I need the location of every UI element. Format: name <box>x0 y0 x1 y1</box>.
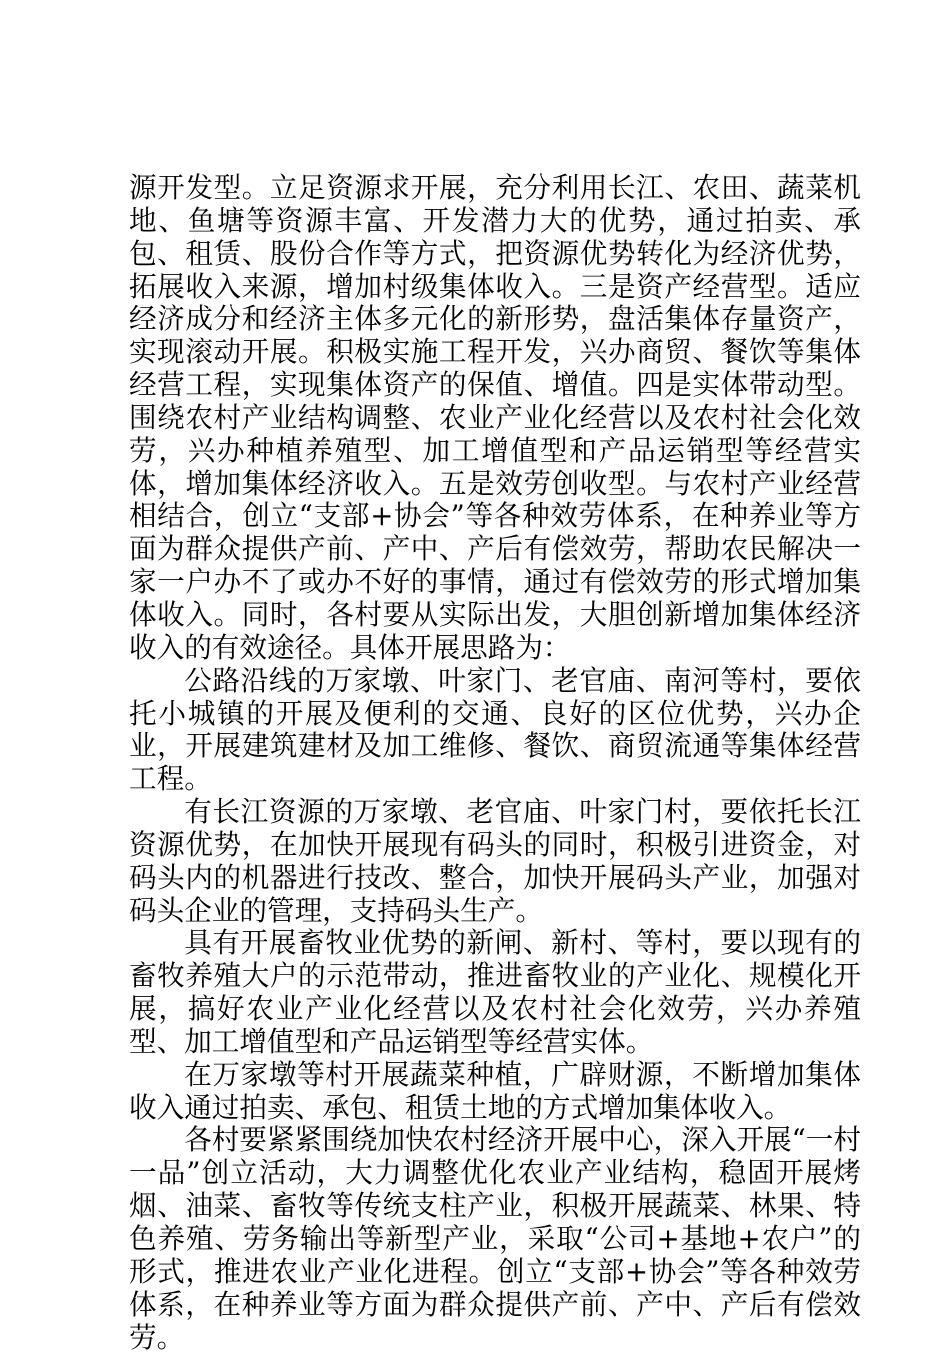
paragraph-yangtze-wharf: 有长江资源的万家墩、老官庙、叶家门村，要依托长江资源优势，在加快开展现有码头的同时，积极引进资金，对码头内的机器进行技改、整合，加快开展码头产业，加强对码头企业的管理，支持码头生产。 <box>129 795 861 927</box>
paragraph-vegetable-planting: 在万家墩等村开展蔬菜种植，广辟财源，不断增加集体收入通过拍卖、承包、租赁土地的方式增加集体收入。 <box>129 1057 861 1124</box>
paragraph-resource-development: 源开发型。立足资源求开展，充分利用长江、农田、蔬菜机地、鱼塘等资源丰富、开发潜力大的优势，通过拍卖、承包、租赁、股份合作等方式，把资源优势转化为经济优势，拓展收入来源，增加村级集体收入。三是资产经营型。适应经济成分和经济主体多元化的新形势，盘活集体存量资产，实现滚动开展。积极实施工程开发，兴办商贸、餐饮等集体经营工程，实现集体资产的保值、增值。四是实体带动型。围绕农村产业结构调整、农业产业化经营以及农村社会化效劳，兴办种植养殖型、加工增值型和产品运销型等经营实体，增加集体经济收入。五是效劳创收型。与农村产业经营相结合，创立“支部+协会”等各种效劳体系，在种养业等方面为群众提供产前、产中、产后有偿效劳，帮助农民解决一家一户办不了或办不好的事情，通过有偿效劳的形式增加集体收入。同时，各村要从实际出发，大胆创新增加集体经济收入的有效途径。具体开展思路为： <box>129 171 861 664</box>
paragraph-roadside-villages: 公路沿线的万家墩、叶家门、老官庙、南河等村，要依托小城镇的开展及便利的交通、良好的区位优势，兴办企业，开展建筑建材及加工维修、餐饮、商贸流通等集体经营工程。 <box>129 663 861 796</box>
paragraph-one-village-one-product: 各村要紧紧围绕加快农村经济开展中心，深入开展“一村一品”创立活动，大力调整优化农业产业结构，稳固开展烤烟、油菜、畜牧等传统支柱产业，积极开展蔬菜、林果、特色养殖、劳务输出等新型产业，采取“公司+基地+农户”的形式，推进农业产业化进程。创立“支部+协会”等各种效劳体系，在种养业等方面为群众提供产前、产中、产后有偿效劳。 <box>129 1123 861 1354</box>
paragraph-animal-husbandry: 具有开展畜牧业优势的新闸、新村、等村，要以现有的畜牧养殖大户的示范带动，推进畜牧业的产业化、规模化开展，搞好农业产业化经营以及农村社会化效劳，兴办养殖型、加工增值型和产品运销型等经营实体。 <box>129 926 861 1058</box>
document-page <box>129 172 861 1354</box>
